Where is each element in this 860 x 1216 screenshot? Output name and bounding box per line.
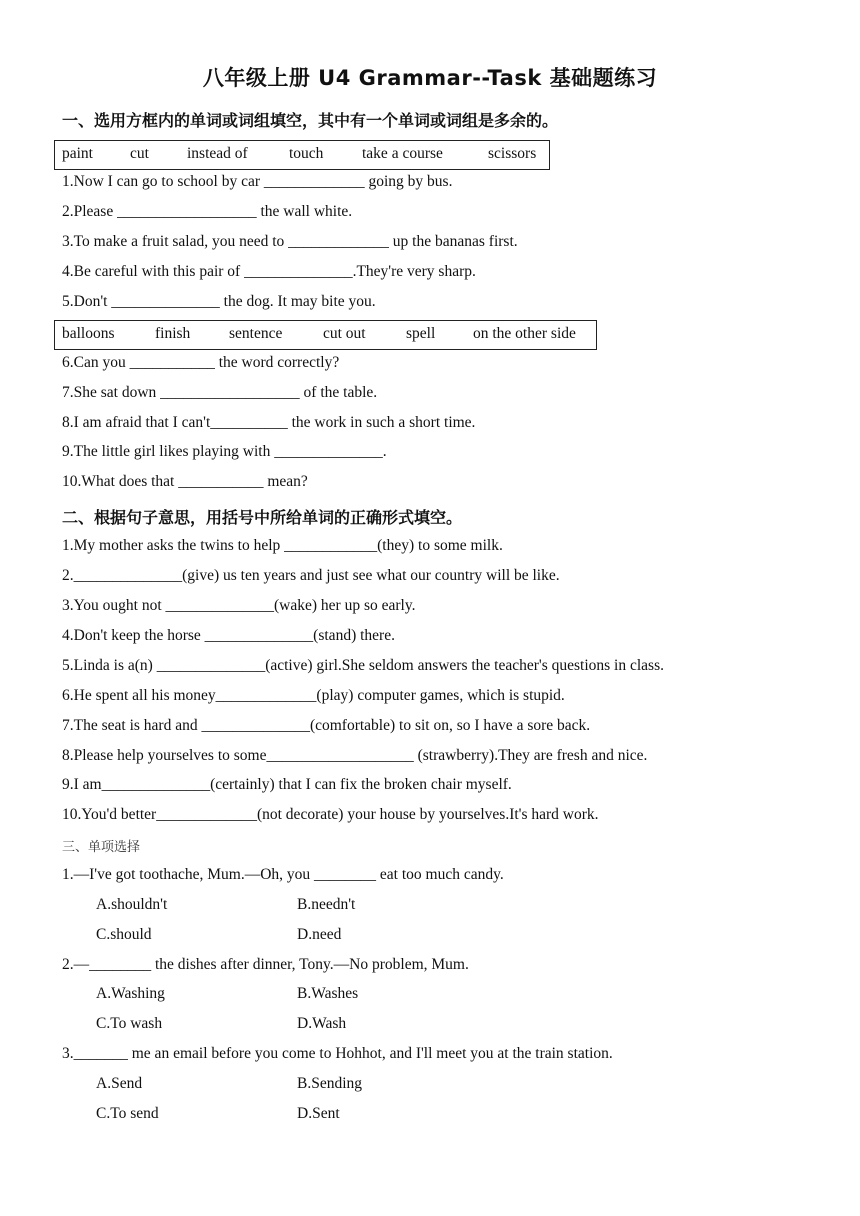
word-form-item: 7.The seat is hard and ______________(comfortable) to sit on, so I have a sore back.	[62, 717, 591, 734]
answer-option: D.need	[297, 926, 342, 943]
answer-option: C.To wash	[96, 1015, 163, 1032]
answer-option: B.Washes	[297, 985, 359, 1002]
word-box-1-item: take a course	[362, 145, 443, 162]
fill-in-item: 8.I am afraid that I can't__________ the work in such a short time.	[62, 414, 476, 431]
answer-option: A.Send	[96, 1075, 143, 1092]
fill-in-item: 5.Don't ______________ the dog. It may bite you.	[62, 293, 376, 310]
word-box-2-item: balloons	[62, 325, 115, 342]
section2-heading: 二、根据句子意思，用括号中所给单词的正确形式填空。	[62, 508, 463, 527]
answer-option: B.Sending	[297, 1075, 363, 1092]
page-title: 八年级上册 U4 Grammar--Task 基础题练习	[202, 66, 658, 90]
word-box-2-item: spell	[406, 325, 436, 342]
fill-in-item: 4.Be careful with this pair of ______________.They're very sharp.	[62, 263, 476, 280]
fill-in-item: 3.To make a fruit salad, you need to _____________ up the bananas first.	[62, 233, 518, 250]
fill-in-item: 2.Please __________________ the wall white.	[62, 203, 353, 220]
answer-option: B.needn't	[297, 896, 356, 913]
word-form-item: 4.Don't keep the horse ______________(stand) there.	[62, 627, 395, 644]
fill-in-item: 10.What does that ___________ mean?	[62, 473, 308, 490]
word-form-item: 2.______________(give) us ten years and just see what our country will be like.	[62, 567, 560, 584]
word-form-item: 5.Linda is a(n) ______________(active) girl.She seldom answers the teacher's questions in class.	[62, 657, 664, 674]
fill-in-item: 6.Can you ___________ the word correctly?	[62, 354, 340, 371]
word-box-1-item: instead of	[187, 145, 248, 162]
word-form-item: 9.I am______________(certainly) that I can fix the broken chair myself.	[62, 776, 512, 793]
word-box-1	[54, 140, 550, 170]
word-box-2-item: finish	[155, 325, 191, 342]
word-form-item: 1.My mother asks the twins to help ____________(they) to some milk.	[62, 537, 503, 554]
question-stem: 3._______ me an email before you come to Hohhot, and I'll meet you at the train station.	[62, 1045, 613, 1062]
question-stem: 2.—________ the dishes after dinner, Tony.—No problem, Mum.	[62, 956, 469, 973]
answer-option: D.Sent	[297, 1105, 340, 1122]
answer-option: D.Wash	[297, 1015, 347, 1032]
word-box-2-item: cut out	[323, 325, 366, 342]
section3-heading: 三、单项选择	[62, 840, 141, 855]
fill-in-item: 1.Now I can go to school by car _____________ going by bus.	[62, 173, 453, 190]
answer-option: A.Washing	[96, 985, 165, 1002]
word-box-1-item: paint	[62, 145, 93, 162]
word-form-item: 6.He spent all his money_____________(play) computer games, which is stupid.	[62, 687, 565, 704]
fill-in-item: 7.She sat down __________________ of the table.	[62, 384, 378, 401]
word-box-2-item: sentence	[229, 325, 283, 342]
word-box-2-item: on the other side	[473, 325, 576, 342]
question-stem: 1.—I've got toothache, Mum.—Oh, you ________ eat too much candy.	[62, 866, 504, 883]
word-form-item: 10.You'd better_____________(not decorate) your house by yourselves.It's hard work.	[62, 806, 599, 823]
word-form-item: 3.You ought not ______________(wake) her up so early.	[62, 597, 416, 614]
word-box-1-item: scissors	[488, 145, 537, 162]
fill-in-item: 9.The little girl likes playing with ______________.	[62, 443, 387, 460]
answer-option: C.To send	[96, 1105, 159, 1122]
word-box-1-item: cut	[130, 145, 149, 162]
section1-heading: 一、选用方框内的单词或词组填空，其中有一个单词或词组是多余的。	[62, 111, 559, 130]
answer-option: A.shouldn't	[96, 896, 168, 913]
word-form-item: 8.Please help yourselves to some___________________ (strawberry).They are fresh and nice.	[62, 747, 648, 764]
word-box-2	[54, 320, 597, 350]
word-box-1-item: touch	[289, 145, 324, 162]
answer-option: C.should	[96, 926, 152, 943]
